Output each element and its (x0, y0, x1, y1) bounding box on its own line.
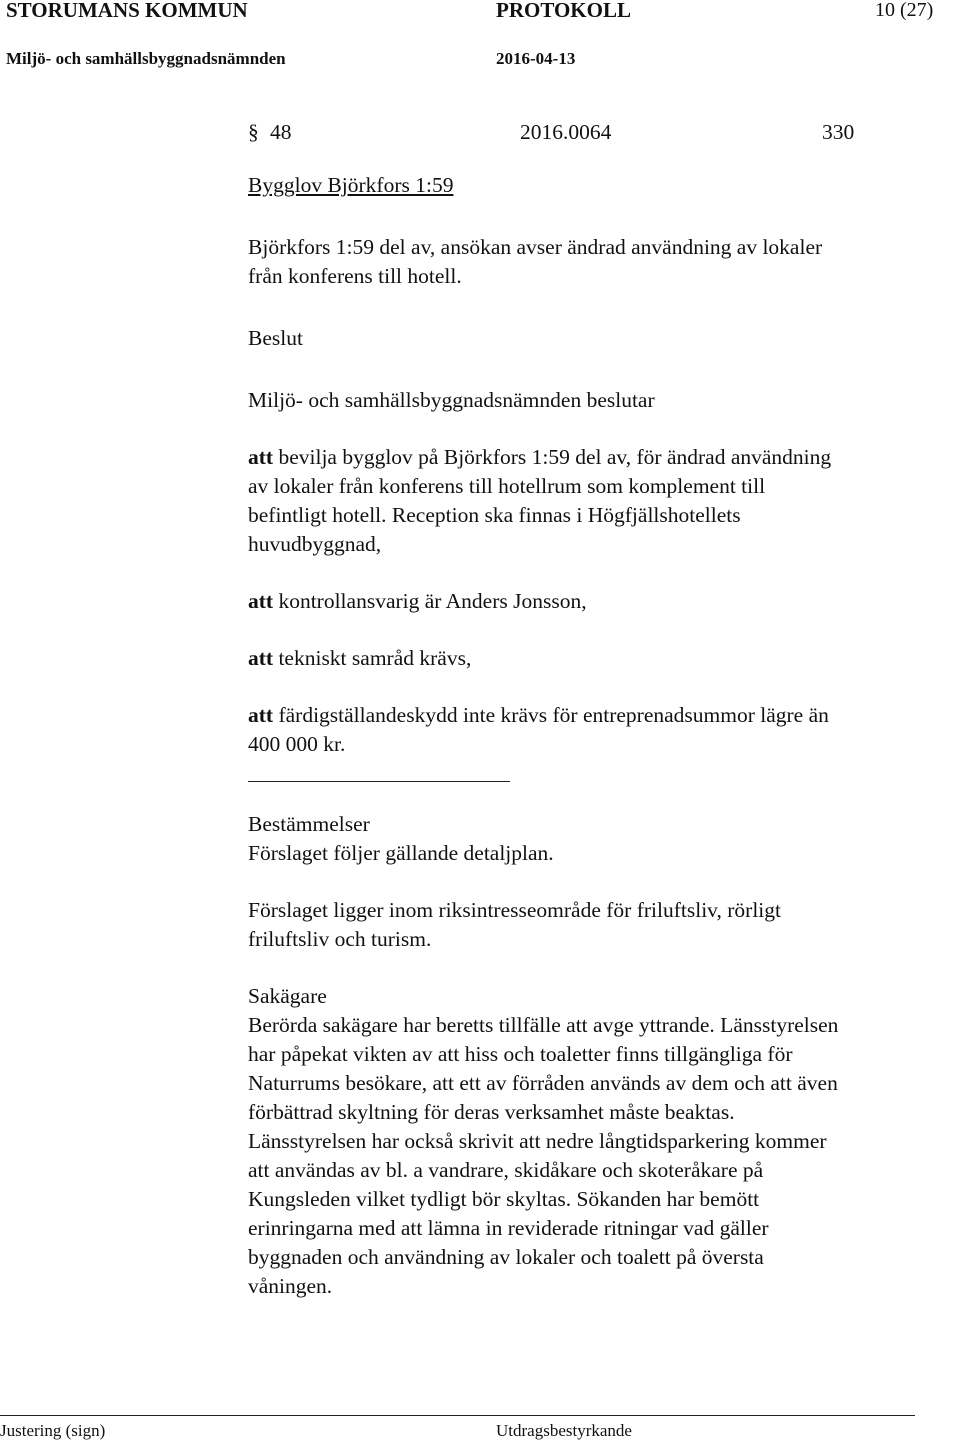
decision-item-text: tekniskt samråd krävs, (273, 646, 472, 670)
decision-item-2 (248, 587, 948, 616)
provisions-line: Förslaget följer gällande detaljplan. (248, 841, 554, 865)
decision-intro: Miljö- och samhällsbyggnadsnämnden beslutar (248, 388, 655, 412)
stakeholders-line: erinringarna med att lämna in reviderade ritningar vad gäller (248, 1216, 769, 1240)
decision-item-text: kontrollansvarig är Anders Jonsson, (273, 589, 587, 613)
stakeholders-line: har påpekat vikten av att hiss och toaletter finns tillgängliga för (248, 1042, 793, 1066)
stakeholders-heading: Sakägare (248, 984, 327, 1008)
stakeholders-line: att användas av bl. a vandrare, skidåkare och skoteråkare på (248, 1158, 764, 1182)
case-description-line: från konferens till hotell. (248, 264, 462, 288)
organization-name: STORUMANS KOMMUN (6, 0, 248, 22)
case-reference-line (248, 118, 948, 148)
decision-item-1-line: befintligt hotell. Reception ska finnas i Högfjällshotellets (248, 503, 741, 527)
footer-rule (0, 1415, 915, 1416)
document-type: PROTOKOLL (496, 0, 631, 22)
decision-item-4-line: 400 000 kr. (248, 732, 346, 756)
stakeholders-line: Kungsleden vilket tydligt bör skyltas. Sökanden har bemött (248, 1187, 760, 1211)
decision-item-text: färdigställandeskydd inte krävs för entreprenadsummor lägre än (273, 703, 829, 727)
stakeholders-line: Berörda sakägare har beretts tillfälle att avge yttrande. Länsstyrelsen (248, 1013, 839, 1037)
decision-item-4 (248, 701, 948, 730)
section-divider (248, 781, 510, 782)
att-keyword: att (248, 445, 274, 469)
certification-label: Utdragsbestyrkande (496, 1421, 632, 1440)
page-number: 10 (27) (875, 0, 934, 21)
att-keyword: att (248, 646, 274, 670)
case-title: Bygglov Björkfors 1:59 (248, 173, 454, 197)
provisions-heading: Bestämmelser (248, 812, 370, 836)
decision-item-1-line: av lokaler från konferens till hotellrum som komplement till (248, 474, 766, 498)
case-description-line: Björkfors 1:59 del av, ansökan avser ändrad användning av lokaler (248, 235, 823, 259)
decision-item-text: bevilja bygglov på Björkfors 1:59 del av, för ändrad användning (273, 445, 832, 469)
att-keyword: att (248, 589, 274, 613)
stakeholders-line: Länsstyrelsen har också skrivit att nedre långtidsparkering kommer (248, 1129, 827, 1153)
stakeholders-line: Naturrums besökare, att ett av förråden används av dem och att även (248, 1071, 838, 1095)
committee-name: Miljö- och samhällsbyggnadsnämnden (6, 49, 286, 68)
stakeholders-line: byggnaden och användning av lokaler och toalett på översta (248, 1245, 764, 1269)
decision-heading: Beslut (248, 326, 303, 350)
case-number: 48 (270, 120, 292, 144)
diary-number: 2016.0064 (520, 120, 612, 144)
decision-item-3 (248, 644, 948, 673)
document-body (248, 118, 948, 1301)
decision-item-1-line: huvudbyggnad, (248, 532, 382, 556)
meeting-date: 2016-04-13 (496, 49, 576, 68)
section-sign: § (248, 120, 259, 144)
case-code: 330 (822, 120, 855, 144)
stakeholders-line: våningen. (248, 1274, 333, 1298)
provisions-line: Förslaget ligger inom riksintresseområde för friluftsliv, rörligt (248, 898, 782, 922)
stakeholders-line: förbättrad skyltning för deras verksamhet måste beaktas. (248, 1100, 735, 1124)
signature-label: Justering (sign) (0, 1421, 106, 1440)
decision-item-1 (248, 443, 948, 472)
att-keyword: att (248, 703, 274, 727)
provisions-line: friluftsliv och turism. (248, 927, 432, 951)
